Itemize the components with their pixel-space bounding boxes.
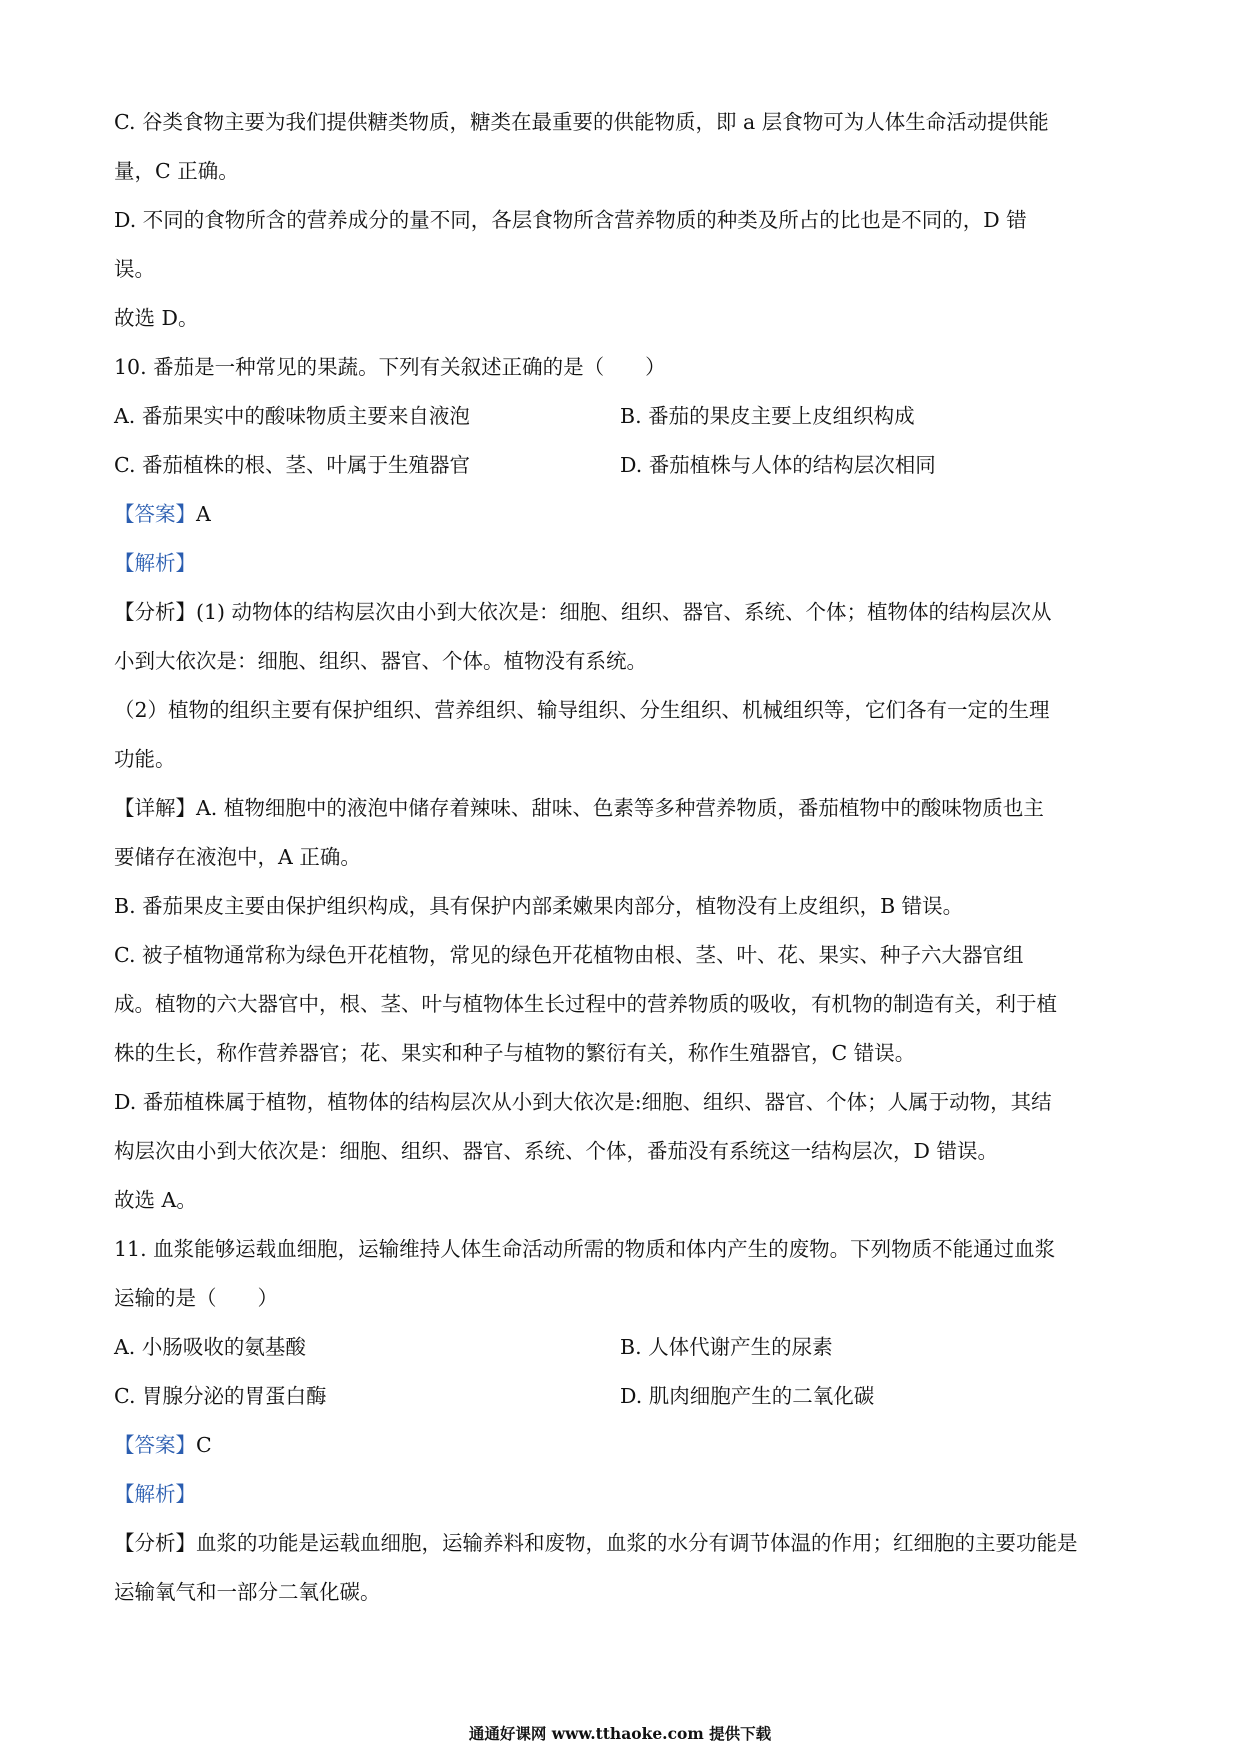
text-line: 量，C 正确。 bbox=[114, 159, 239, 183]
text-line: 株的生长，称作营养器官；花、果实和种子与植物的繁衍有关，称作生殖器官，C 错误。 bbox=[114, 1041, 916, 1065]
answer-tag: 【答案】 bbox=[114, 502, 196, 526]
text-line: 运输氧气和一部分二氧化碳。 bbox=[114, 1580, 381, 1604]
answer-value: C bbox=[196, 1433, 212, 1457]
option-a: A. 小肠吸收的氨基酸 bbox=[114, 1335, 306, 1359]
text-line: 【分析】血浆的功能是运载血细胞，运输养料和废物，血浆的水分有调节体温的作用；红细胞的主要功能是 bbox=[114, 1531, 1078, 1555]
option-a: A. 番茄果实中的酸味物质主要来自液泡 bbox=[114, 404, 470, 428]
analysis-tag: 【解析】 bbox=[114, 551, 196, 575]
analysis-tag: 【解析】 bbox=[114, 1482, 196, 1506]
option-d: D. 番茄植株与人体的结构层次相同 bbox=[620, 453, 936, 477]
text-line: （2）植物的组织主要有保护组织、营养组织、输导组织、分生组织、机械组织等，它们各有一定的生理 bbox=[114, 698, 1050, 722]
page-footer: 通通好课网 www.tthaoke.com 提供下载 bbox=[468, 1724, 772, 1743]
text-line: D. 不同的食物所含的营养成分的量不同，各层食物所含营养物质的种类及所占的比也是不同的，D 错 bbox=[114, 208, 1027, 232]
text-line: C. 被子植物通常称为绿色开花植物，常见的绿色开花植物由根、茎、叶、花、果实、种子六大器官组 bbox=[114, 943, 1024, 967]
question-11-options-row-2 bbox=[114, 1372, 1134, 1421]
text-line: 【分析】(1) 动物体的结构层次由小到大依次是：细胞、组织、器官、系统、个体；植物体的结构层次从 bbox=[114, 600, 1052, 624]
question-11-stem-cont: 运输的是（ ） bbox=[114, 1286, 278, 1310]
option-c: C. 胃腺分泌的胃蛋白酶 bbox=[114, 1384, 327, 1408]
text-line: 成。植物的六大器官中，根、茎、叶与植物体生长过程中的营养物质的吸收，有机物的制造有关，利于植 bbox=[114, 992, 1057, 1016]
question-10-options-row-2 bbox=[114, 441, 1134, 490]
question-11-options-row-1 bbox=[114, 1323, 1134, 1372]
page-content bbox=[114, 98, 1134, 1617]
answer-line bbox=[114, 490, 1134, 539]
question-10-stem: 10. 番茄是一种常见的果蔬。下列有关叙述正确的是（ ） bbox=[114, 355, 666, 379]
analysis-heading bbox=[114, 539, 1134, 588]
text-line: 构层次由小到大依次是：细胞、组织、器官、系统、个体，番茄没有系统这一结构层次，D 错误。 bbox=[114, 1139, 998, 1163]
answer-line bbox=[114, 1421, 1134, 1470]
text-line: 小到大依次是：细胞、组织、器官、个体。植物没有系统。 bbox=[114, 649, 647, 673]
answer-value: A bbox=[196, 502, 211, 526]
text-line: C. 谷类食物主要为我们提供糖类物质，糖类在最重要的供能物质，即 a 层食物可为人体生命活动提供能 bbox=[114, 110, 1049, 134]
option-b: B. 人体代谢产生的尿素 bbox=[620, 1335, 833, 1359]
text-line: 【详解】A. 植物细胞中的液泡中储存着辣味、甜味、色素等多种营养物质，番茄植物中的酸味物质也主 bbox=[114, 796, 1044, 820]
answer-tag: 【答案】 bbox=[114, 1433, 196, 1457]
question-11-stem: 11. 血浆能够运载血细胞，运输维持人体生命活动所需的物质和体内产生的废物。下列物质不能通过血浆 bbox=[114, 1237, 1056, 1261]
text-line: D. 番茄植株属于植物，植物体的结构层次从小到大依次是:细胞、组织、器官、个体；人属于动物，其结 bbox=[114, 1090, 1052, 1114]
analysis-heading bbox=[114, 1470, 1134, 1519]
question-10-options-row-1 bbox=[114, 392, 1134, 441]
option-d: D. 肌肉细胞产生的二氧化碳 bbox=[620, 1384, 875, 1408]
option-c: C. 番茄植株的根、茎、叶属于生殖器官 bbox=[114, 453, 470, 477]
text-line: 功能。 bbox=[114, 747, 176, 771]
text-line: 故选 D。 bbox=[114, 306, 199, 330]
text-line: B. 番茄果皮主要由保护组织构成，具有保护内部柔嫩果肉部分，植物没有上皮组织，B 错误。 bbox=[114, 894, 964, 918]
text-line: 故选 A。 bbox=[114, 1188, 197, 1212]
text-line: 要储存在液泡中，A 正确。 bbox=[114, 845, 361, 869]
text-line: 误。 bbox=[114, 257, 155, 281]
option-b: B. 番茄的果皮主要上皮组织构成 bbox=[620, 404, 915, 428]
